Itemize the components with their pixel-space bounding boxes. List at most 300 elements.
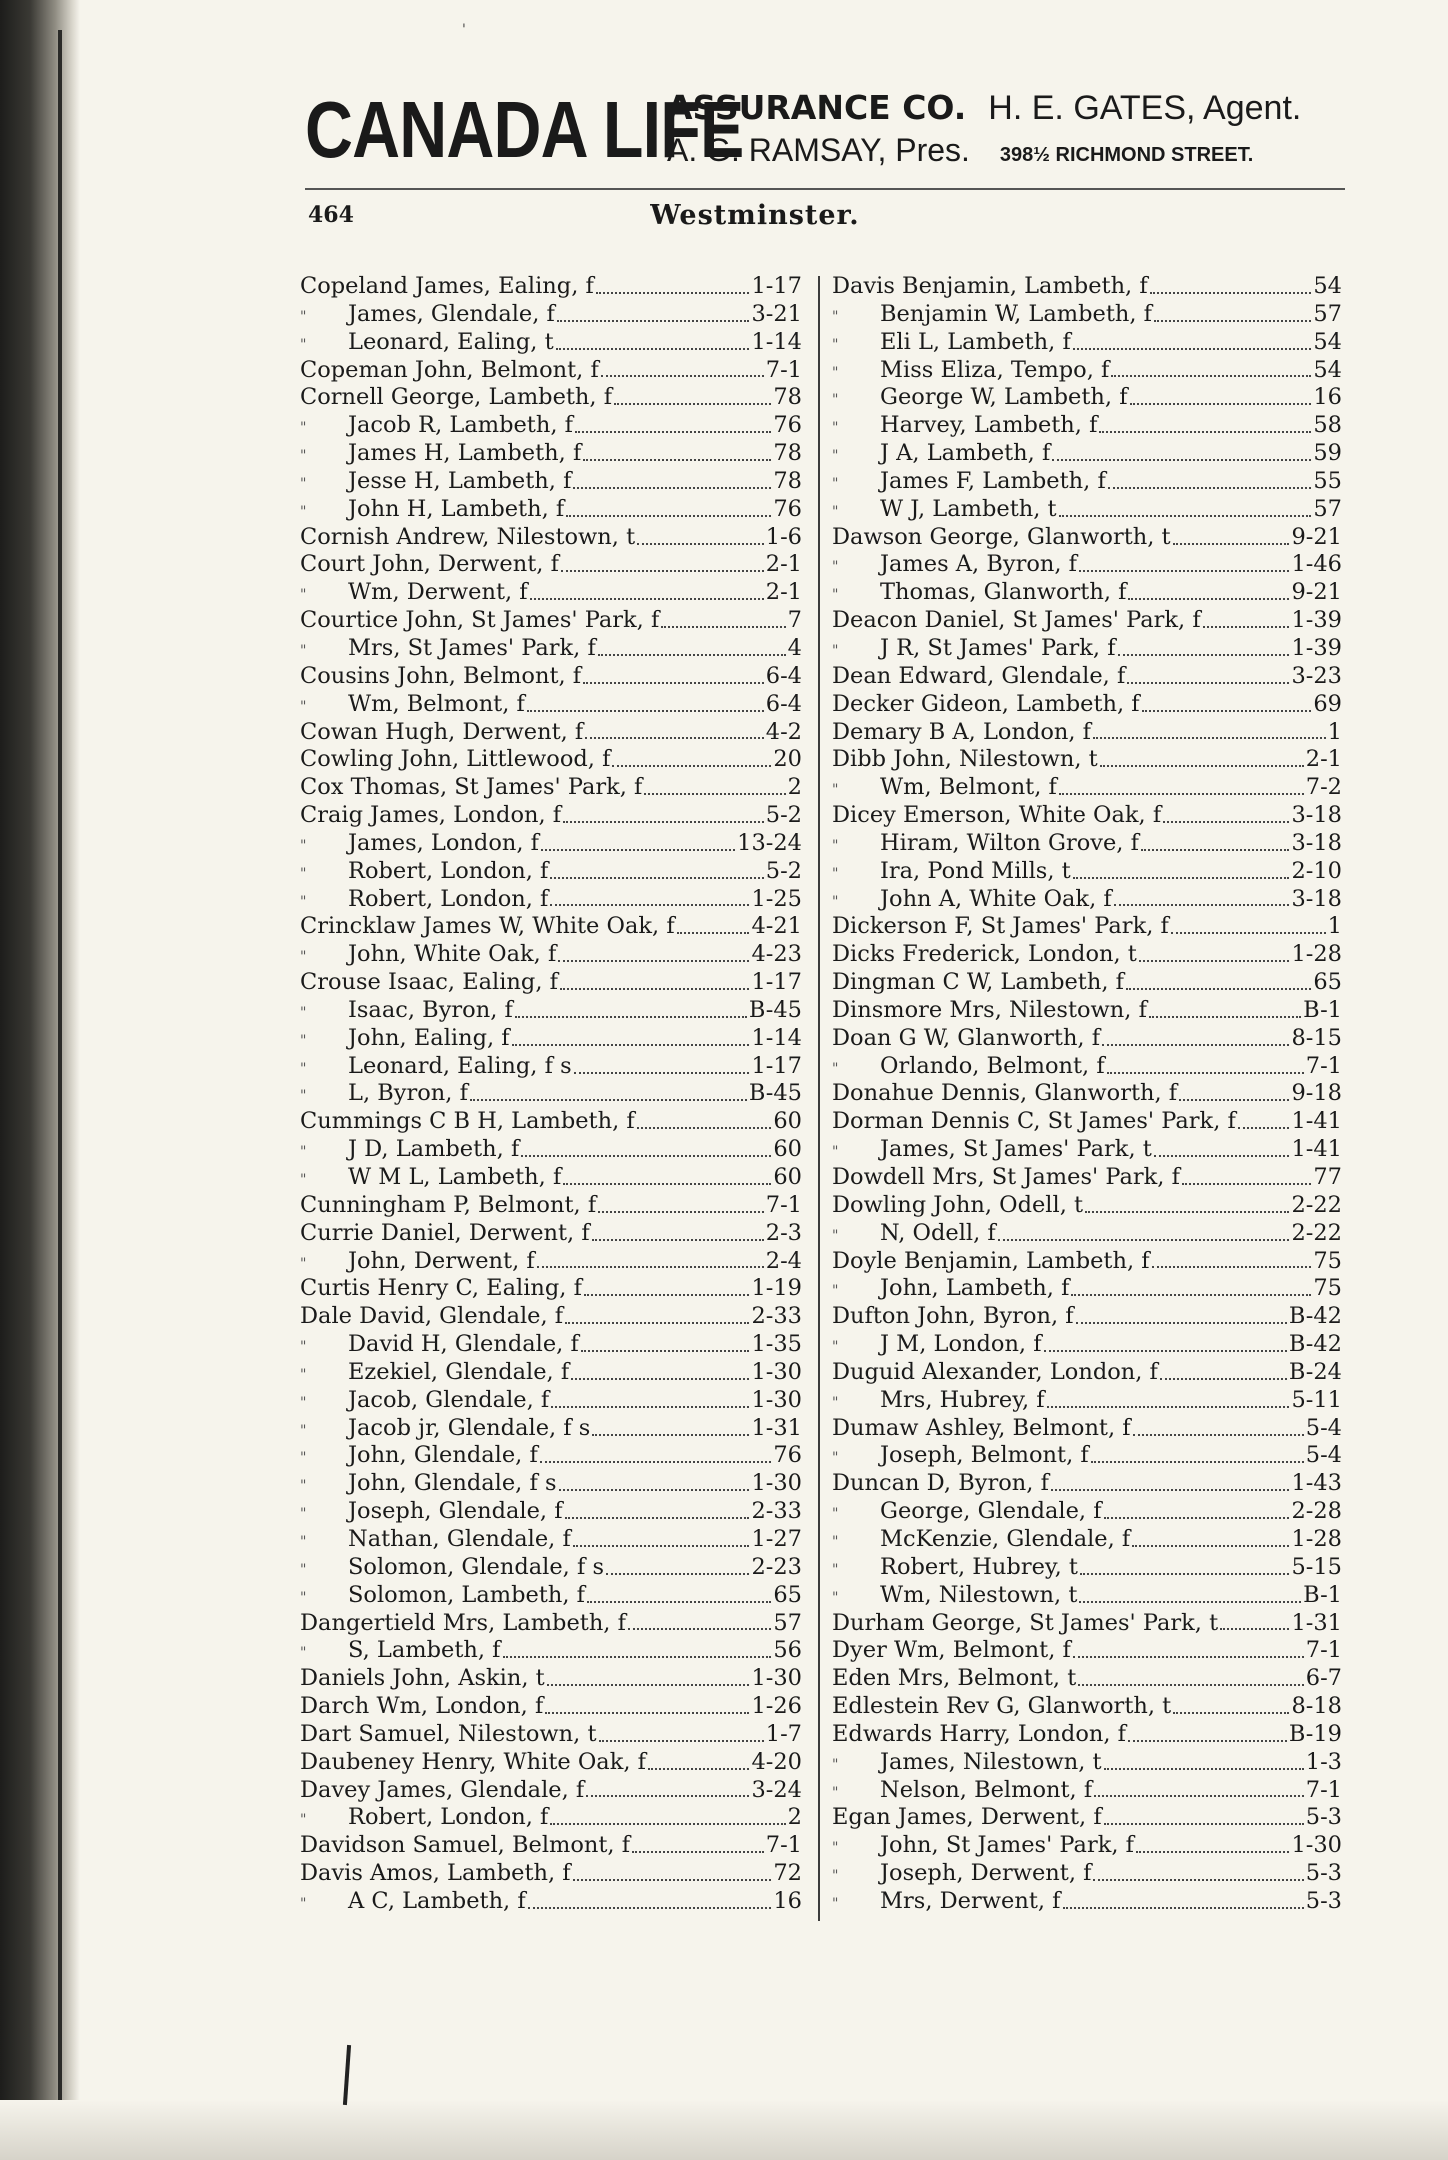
entry-lot-number: 6-4 (765, 690, 802, 717)
entry-name: Dibb John, Nilestown, t (832, 746, 1098, 773)
right-column-listing (820, 273, 1348, 1916)
entry-lot-number: 1-30 (751, 1665, 802, 1692)
entry-lot-number: 7-1 (765, 1191, 802, 1218)
entry-lot-number: 1-46 (1291, 551, 1342, 578)
entry-name: Thomas, Glanworth, f (880, 579, 1127, 606)
ditto-mark: " (832, 1895, 839, 1912)
entry-lot-number: 7-1 (1305, 1637, 1342, 1664)
ditto-mark: " (300, 1422, 307, 1439)
directory-entry (290, 1860, 820, 1888)
ditto-mark: " (832, 1533, 839, 1550)
directory-entry (290, 1637, 820, 1665)
entry-lot-number: B-1 (1303, 996, 1342, 1023)
directory-entry (290, 802, 820, 830)
leader-dots (528, 1907, 772, 1909)
entry-lot-number: 5-11 (1291, 1386, 1342, 1413)
leader-dots (998, 1239, 1290, 1241)
leader-dots (628, 1628, 771, 1630)
directory-entry (290, 1164, 820, 1192)
leader-dots (1047, 1406, 1290, 1408)
ditto-mark: " (832, 475, 839, 492)
leader-dots (540, 1461, 772, 1463)
leader-dots (470, 1099, 747, 1101)
entry-lot-number: B-45 (748, 996, 802, 1023)
entry-lot-number: 2-3 (765, 1219, 802, 1246)
entry-lot-number: 7-2 (1305, 774, 1342, 801)
entry-name: Nelson, Belmont, f (880, 1776, 1093, 1803)
directory-entry (820, 1832, 1348, 1860)
entry-lot-number: 57 (1313, 300, 1342, 327)
directory-entry (820, 384, 1348, 412)
leader-dots (571, 1378, 749, 1380)
entry-name: Solomon, Lambeth, f (348, 1581, 585, 1608)
directory-entry (820, 496, 1348, 524)
entry-name: James, Glendale, f (348, 300, 555, 327)
leader-dots (592, 1239, 764, 1241)
leader-dots (547, 1684, 750, 1686)
directory-entry (290, 468, 820, 496)
ditto-mark: " (300, 949, 307, 966)
entry-name: James, Nilestown, t (880, 1748, 1102, 1775)
entry-name: Mrs, Hubrey, f (880, 1386, 1045, 1413)
entry-lot-number: 4-21 (751, 913, 802, 940)
directory-entry (290, 1888, 820, 1916)
entry-lot-number: 58 (1313, 412, 1342, 439)
ditto-mark: " (300, 308, 307, 325)
directory-entry (290, 1582, 820, 1610)
entry-lot-number: 8-18 (1291, 1693, 1342, 1720)
ditto-mark: " (300, 1450, 307, 1467)
leader-dots (612, 765, 771, 767)
leader-dots (565, 1322, 749, 1324)
directory-entry (290, 273, 820, 301)
directory-entry (290, 913, 820, 941)
entry-lot-number: 2-1 (765, 579, 802, 606)
directory-entry (290, 329, 820, 357)
leader-dots (575, 431, 771, 433)
entry-name: John, Glendale, f (348, 1442, 538, 1469)
entry-lot-number: B-45 (748, 1080, 802, 1107)
entry-lot-number: 7-1 (1305, 1052, 1342, 1079)
entry-lot-number: 13-24 (737, 829, 802, 856)
leader-dots (1108, 487, 1312, 489)
ditto-mark: " (300, 1060, 307, 1077)
entry-name: Dumaw Ashley, Belmont, f (832, 1414, 1131, 1441)
directory-entry (290, 1192, 820, 1220)
ditto-mark: " (300, 1394, 307, 1411)
directory-entry (290, 858, 820, 886)
directory-entry (820, 1025, 1348, 1053)
directory-entry (290, 1749, 820, 1777)
leader-dots (551, 1406, 749, 1408)
directory-entry (820, 607, 1348, 635)
directory-entry (290, 1498, 820, 1526)
ditto-mark: " (300, 1561, 307, 1578)
ditto-mark: " (300, 420, 307, 437)
left-column-listing (290, 273, 820, 1916)
entry-name: John, St James' Park, f (880, 1832, 1134, 1859)
entry-name: Davidson Samuel, Belmont, f (300, 1832, 631, 1859)
ad-details (667, 87, 1347, 176)
entry-lot-number: 65 (773, 1581, 802, 1608)
directory-entry (820, 329, 1348, 357)
directory-entry (290, 1108, 820, 1136)
directory-entry (290, 1248, 820, 1276)
ditto-mark: " (832, 587, 839, 604)
entry-lot-number: 54 (1313, 328, 1342, 355)
entry-lot-number: 2 (787, 774, 802, 801)
ditto-mark: " (832, 1283, 839, 1300)
entry-lot-number: 1-6 (765, 523, 802, 550)
leader-dots (1132, 1545, 1289, 1547)
entry-lot-number: 60 (773, 1136, 802, 1163)
entry-lot-number: 1-27 (751, 1525, 802, 1552)
leader-dots (1093, 1879, 1303, 1881)
entry-name: Crincklaw James W, White Oak, f (300, 913, 675, 940)
entry-name: Benjamin W, Lambeth, f (880, 300, 1152, 327)
entry-name: Doan G W, Glanworth, f (832, 1024, 1101, 1051)
leader-dots (550, 877, 763, 879)
directory-entry (290, 691, 820, 719)
directory-entry (820, 969, 1348, 997)
entry-lot-number: 1-25 (751, 885, 802, 912)
entry-lot-number: 1-41 (1291, 1108, 1342, 1135)
entry-name: Jacob, Glendale, f (348, 1386, 550, 1413)
leader-dots (1136, 1851, 1289, 1853)
leader-dots (644, 793, 785, 795)
directory-entry (820, 1888, 1348, 1916)
entry-lot-number: 1-31 (751, 1414, 802, 1441)
directory-entry (290, 384, 820, 412)
binding-edge-line (58, 30, 62, 2130)
leader-dots (1182, 1183, 1311, 1185)
ditto-mark: " (300, 1478, 307, 1495)
entry-lot-number: 2-23 (751, 1553, 802, 1580)
entry-name: Duguid Alexander, London, f (832, 1358, 1158, 1385)
entry-lot-number: 1-17 (751, 273, 802, 299)
leader-dots (1154, 1155, 1290, 1157)
entry-name: Cowan Hugh, Derwent, f (300, 718, 584, 745)
ditto-mark: " (832, 1868, 839, 1885)
directory-entry (820, 941, 1348, 969)
leader-dots (1128, 1740, 1287, 1742)
leader-dots (1104, 1768, 1304, 1770)
directory-entry (290, 1665, 820, 1693)
entry-name: Dowdell Mrs, St James' Park, f (832, 1164, 1180, 1190)
entry-lot-number: 1-43 (1291, 1470, 1342, 1497)
entry-lot-number: 8-15 (1291, 1024, 1342, 1051)
ditto-mark: " (832, 837, 839, 854)
entry-lot-number: 2-22 (1291, 1191, 1342, 1218)
entry-lot-number: 2-1 (765, 551, 802, 578)
directory-entry (820, 1331, 1348, 1359)
directory-entry (820, 1610, 1348, 1638)
entry-lot-number: 20 (773, 746, 802, 773)
entry-lot-number: 1-30 (751, 1470, 802, 1497)
leader-dots (556, 348, 750, 350)
directory-entry (820, 1415, 1348, 1443)
leader-dots (606, 1573, 749, 1575)
entry-name: Davis Amos, Lambeth, f (300, 1860, 571, 1887)
ditto-mark: " (832, 392, 839, 409)
directory-entry (290, 440, 820, 468)
entry-name: John, Lambeth, f (880, 1275, 1070, 1302)
leader-dots (574, 1072, 750, 1074)
directory-entry (290, 941, 820, 969)
leader-dots (1099, 431, 1311, 433)
entry-name: S, Lambeth, f (348, 1637, 501, 1664)
entry-name: McKenzie, Glendale, f (880, 1525, 1131, 1552)
ditto-mark: " (300, 1645, 307, 1662)
leader-dots (1114, 904, 1290, 906)
directory-entry (290, 1526, 820, 1554)
directory-entry (820, 1442, 1348, 1470)
header-divider-rule (305, 188, 1345, 190)
leader-dots (587, 1601, 771, 1603)
directory-entry (290, 774, 820, 802)
entry-lot-number: B-42 (1288, 1303, 1342, 1330)
entry-name: Dufton John, Byron, f (832, 1303, 1074, 1330)
leader-dots (614, 403, 771, 405)
entry-name: Egan James, Derwent, f (832, 1804, 1102, 1831)
ditto-mark: " (300, 1812, 307, 1829)
leader-dots (1150, 292, 1312, 294)
ditto-mark: " (300, 698, 307, 715)
ditto-mark: " (300, 587, 307, 604)
page-title: Westminster. (650, 200, 860, 231)
ditto-mark: " (832, 642, 839, 659)
directory-entry (290, 1415, 820, 1443)
leader-dots (1179, 1099, 1289, 1101)
ditto-mark: " (832, 1784, 839, 1801)
entry-name: Leonard, Ealing, t (348, 328, 554, 355)
leader-dots (1044, 1350, 1287, 1352)
entry-name: Robert, London, f (348, 857, 549, 884)
leader-dots (1073, 1656, 1304, 1658)
leader-dots (563, 821, 764, 823)
entry-name: Eli L, Lambeth, f (880, 328, 1071, 355)
entry-name: Robert, London, f (348, 1804, 549, 1831)
entry-lot-number: 1-28 (1291, 941, 1342, 968)
leader-dots (537, 1266, 764, 1268)
leader-dots (1078, 1684, 1304, 1686)
directory-entry (820, 1136, 1348, 1164)
entry-lot-number: 16 (773, 1887, 802, 1914)
ad-brand-name: CANADA LIFE (305, 85, 744, 174)
entry-name: A C, Lambeth, f (348, 1887, 526, 1914)
entry-lot-number: 1-35 (751, 1331, 802, 1358)
leader-dots (632, 1851, 764, 1853)
entry-name: Craig James, London, f (300, 802, 562, 829)
entry-name: Dyer Wm, Belmont, f (832, 1637, 1071, 1664)
directory-entry (820, 440, 1348, 468)
entry-lot-number: B-19 (1288, 1720, 1342, 1747)
ditto-mark: " (832, 1561, 839, 1578)
entry-name: Robert, Hubrey, t (880, 1553, 1078, 1580)
leader-dots (1142, 710, 1312, 712)
entry-lot-number: 4-2 (765, 718, 802, 745)
directory-entry (290, 1442, 820, 1470)
entry-lot-number: 78 (773, 467, 802, 494)
entry-lot-number: 5-2 (765, 802, 802, 829)
entry-name: Isaac, Byron, f (348, 996, 513, 1023)
entry-name: Daubeney Henry, White Oak, f (300, 1748, 646, 1775)
leader-dots (521, 1155, 771, 1157)
directory-entry (820, 663, 1348, 691)
entry-lot-number: 9-21 (1291, 523, 1342, 550)
entry-name: Mrs, Derwent, f (880, 1887, 1061, 1914)
leader-dots (1093, 737, 1326, 739)
ditto-mark: " (832, 1450, 839, 1467)
directory-entry (290, 1721, 820, 1749)
directory-entry (290, 1387, 820, 1415)
leader-dots (1111, 375, 1311, 377)
leader-dots (1059, 793, 1304, 795)
entry-lot-number: 3-24 (751, 1776, 802, 1803)
entry-lot-number: 1-41 (1291, 1136, 1342, 1163)
directory-entry (820, 746, 1348, 774)
directory-entry (820, 1721, 1348, 1749)
entry-lot-number: 2 (787, 1804, 802, 1831)
directory-entry (820, 1080, 1348, 1108)
entry-name: Decker Gideon, Lambeth, f (832, 690, 1140, 717)
ditto-mark: " (300, 837, 307, 854)
directory-entry (290, 719, 820, 747)
leader-dots (1130, 403, 1312, 405)
ditto-mark: " (300, 1589, 307, 1606)
leader-dots (573, 1545, 750, 1547)
leader-dots (1085, 1211, 1289, 1213)
directory-entry (820, 997, 1348, 1025)
directory-entry (290, 1303, 820, 1331)
entry-lot-number: 2-33 (751, 1303, 802, 1330)
ditto-mark: " (300, 1366, 307, 1383)
leader-dots (1063, 1907, 1304, 1909)
directory-entry (820, 913, 1348, 941)
leader-dots (1160, 1378, 1287, 1380)
leader-dots (1203, 626, 1290, 628)
directory-entry (820, 1804, 1348, 1832)
entry-name: Daniels John, Askin, t (300, 1665, 545, 1692)
header-advertisement (305, 85, 1350, 180)
ditto-mark: " (832, 782, 839, 799)
directory-entry (290, 1610, 820, 1638)
ditto-mark: " (832, 1339, 839, 1356)
leader-dots (1173, 543, 1290, 545)
directory-entry (820, 1554, 1348, 1582)
directory-entry (820, 691, 1348, 719)
directory-entry (290, 1053, 820, 1081)
leader-dots (598, 1211, 764, 1213)
entry-lot-number: B-24 (1288, 1358, 1342, 1385)
directory-entry (290, 1832, 820, 1860)
leader-dots (599, 1740, 764, 1742)
directory-entry (820, 1582, 1348, 1610)
ditto-mark: " (300, 1004, 307, 1021)
entry-name: Solomon, Glendale, f s (348, 1553, 605, 1580)
entry-lot-number: 7 (787, 607, 802, 634)
ditto-mark: " (832, 420, 839, 437)
entry-name: Courtice John, St James' Park, f (300, 607, 660, 634)
entry-name: John, Glendale, f s (348, 1470, 557, 1497)
entry-lot-number: 1-31 (1291, 1609, 1342, 1636)
ditto-mark: " (832, 559, 839, 576)
entry-lot-number: 75 (1313, 1275, 1342, 1302)
directory-entry (290, 1136, 820, 1164)
ditto-mark: " (832, 364, 839, 381)
entry-name: James F, Lambeth, f (880, 467, 1106, 494)
leader-dots (1149, 1016, 1301, 1018)
leader-dots (561, 570, 764, 572)
entry-name: Joseph, Derwent, f (880, 1860, 1092, 1887)
directory-entry (290, 886, 820, 914)
leader-dots (563, 1183, 771, 1185)
leader-dots (637, 543, 764, 545)
entry-name: Duncan D, Byron, f (832, 1470, 1049, 1497)
leader-dots (1094, 1795, 1304, 1797)
entry-name: Dangertield Mrs, Lambeth, f (300, 1609, 626, 1636)
ditto-mark: " (832, 1840, 839, 1857)
entry-name: James, London, f (348, 829, 539, 856)
directory-entry (820, 1303, 1348, 1331)
leader-dots (1128, 598, 1289, 600)
entry-name: Hiram, Wilton Grove, f (880, 829, 1139, 856)
directory-entry (820, 301, 1348, 329)
directory-entry (820, 1526, 1348, 1554)
ditto-mark: " (300, 336, 307, 353)
leader-dots (1126, 988, 1311, 990)
entry-lot-number: 69 (1313, 690, 1342, 717)
leader-dots (1080, 1573, 1289, 1575)
ditto-mark: " (300, 448, 307, 465)
leader-dots (584, 1294, 750, 1296)
entry-name: Cunningham P, Belmont, f (300, 1191, 597, 1218)
directory-entry (290, 635, 820, 663)
leader-dots (515, 1016, 747, 1018)
ditto-mark: " (300, 1339, 307, 1356)
entry-lot-number: 1-30 (751, 1358, 802, 1385)
entry-name: Dawson George, Glanworth, t (832, 523, 1171, 550)
leader-dots (503, 1656, 772, 1658)
entry-lot-number: 3-21 (751, 300, 802, 327)
entry-lot-number: 4-20 (751, 1748, 802, 1775)
entry-name: Dickerson F, St James' Park, f (832, 913, 1169, 940)
entry-lot-number: 3-23 (1291, 662, 1342, 689)
leader-dots (1102, 1044, 1289, 1046)
entry-lot-number: 65 (1313, 969, 1342, 996)
entry-name: Jesse H, Lambeth, f (348, 467, 572, 494)
directory-entry (820, 1498, 1348, 1526)
entry-lot-number: 76 (773, 1442, 802, 1469)
directory-entry (820, 1387, 1348, 1415)
ditto-mark: " (300, 865, 307, 882)
entry-name: Edwards Harry, London, f (832, 1720, 1126, 1747)
entry-name: W M L, Lambeth, f (348, 1164, 562, 1190)
directory-entry (820, 858, 1348, 886)
leader-dots (583, 459, 771, 461)
entry-name: Cousins John, Belmont, f (300, 662, 582, 689)
entry-lot-number: 7-1 (1305, 1776, 1342, 1803)
entry-name: Wm, Derwent, f (348, 579, 528, 606)
leader-dots (558, 960, 749, 962)
directory-entry (290, 1025, 820, 1053)
directory-entry (290, 357, 820, 385)
leader-dots (1079, 1601, 1301, 1603)
directory-entry (820, 635, 1348, 663)
entry-lot-number: 2-33 (751, 1498, 802, 1525)
entry-lot-number: 1-30 (1291, 1832, 1342, 1859)
leader-dots (1139, 960, 1290, 962)
